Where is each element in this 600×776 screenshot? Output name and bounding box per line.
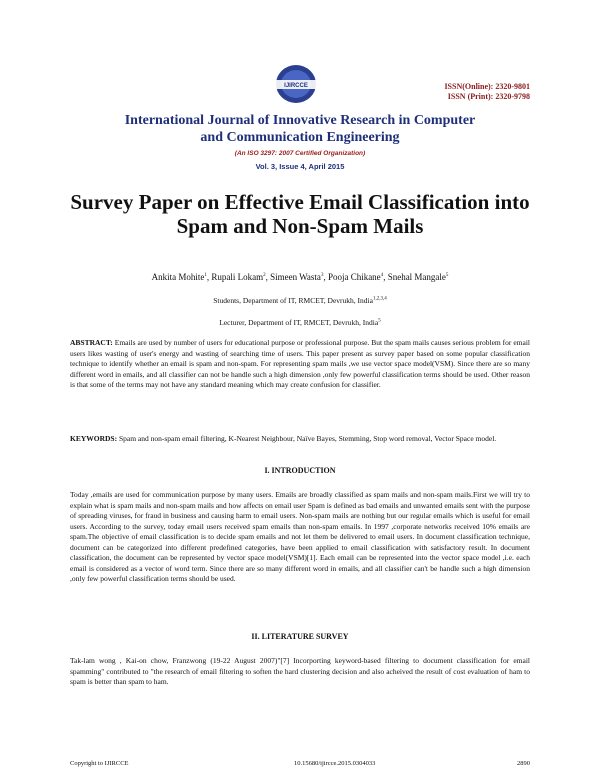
keywords-text: Spam and non-spam email filtering, K-Nearest Neighbour, Naïve Bayes, Stemming, Stop word removal, Vector Space model. — [118, 434, 497, 443]
section-heading-literature-survey: II. LITERATURE SURVEY — [251, 632, 349, 641]
abstract-text: Emails are used by number of users for educational purpose or professional purpose. But the spam mails causes serious problem for email users likes wasting of user's energy and wasting of searching time of users. This paper present as survey paper based on some popular classification technique to identify whether an email is spam and non-spam. For representing spam mails ,we use vector space model(VSM). Since there are so many different word in emails, and all classifier can not be handle such a high dimension ,only few powerful classification terms should be used. Other reason is that some of the terms may not have any standard meaning which may create confusion for classifier. — [70, 338, 531, 389]
footer-copyright: Copyright to IJIRCCE — [70, 760, 129, 767]
affiliation-sup: 1,2,3,4 — [372, 296, 387, 302]
certification-note: (An ISO 3297: 2007 Certified Organization) — [234, 150, 366, 157]
issn-print: ISSN (Print): 2320-9798 — [447, 92, 530, 101]
author-sup: 1 — [204, 273, 207, 278]
affiliation-text: Lecturer, Department of IT, RMCET, Devrukh, India — [219, 318, 379, 327]
abstract — [70, 338, 530, 391]
author-name: Rupali Lokam — [211, 272, 264, 282]
author-name: Ankita Mohite — [151, 272, 205, 282]
footer-page-number: 2890 — [517, 760, 530, 767]
paper-title: Survey Paper on Effective Email Classification into Spam and Non-Spam Mails — [70, 190, 530, 238]
abstract-label: ABSTRACT: — [70, 338, 113, 347]
affiliation-text: Students, Department of IT, RMCET, Devrukh, India — [213, 296, 373, 305]
author-name: Pooja Chikane — [327, 272, 381, 282]
introduction-body: Today ,emails are used for communication purpose by many users. Emails are broadly classified as spam mails and non-spam mails.First we will try to explain what is spam mails and non-spam mails and how affects on email user Spam is defined as bad emails and unwanted emails sent with the purpose of spreading viruses, for fraud in business and causing harm to email users. Non-spam mails are nothing but our regular emails which is useful for email users. According to the survey, today email users received spam emails than non-spam emails. In 1997 ,corporate networks received 10% emails are spam.The objective of email classification is to decide spam emails and not let them be delivered to email users. In document classification technique, document can be categorized into different predefined categories, have been applied to email classification with satisfactory result. In document classification, the document can be represented by vector space model(VSM)[1]. Each email can be represented into the vector space model ,i.e. each email is considered as a vector of word term. Since there are so many different word in emails, and all classifier can't be handle such a high dimension ,only few powerful classification terms should be used. — [70, 490, 530, 583]
journal-title-line2: and Communication Engineering — [200, 130, 400, 145]
logo-text: IJIRCCE — [284, 83, 308, 89]
section-heading-introduction: I. INTRODUCTION — [264, 466, 336, 475]
affiliation-sup: 5 — [378, 318, 381, 324]
author-sup: 4 — [380, 273, 384, 278]
keywords-label: KEYWORDS: — [70, 434, 118, 443]
issn-block — [444, 82, 530, 102]
author-sup: 2 — [263, 273, 266, 278]
literature-survey-body: Tak-lam wong , Kai-on chow, Franzwong (19-22 August 2007)"[7] Incorporting keyword-based filtering to document classification for email spamming" contributed to "the research of email filtering to soften the hard clustering decision and also acheived the result of cost evaluation of ham to spam is better than spam to ham. — [70, 656, 530, 686]
affiliation-lecturer — [0, 318, 600, 327]
journal-title-line1: International Journal of Innovative Research in Computer — [124, 113, 476, 128]
volume-issue: Vol. 3, Issue 4, April 2015 — [255, 162, 345, 171]
author-sup: 5 — [445, 273, 449, 278]
journal-logo — [272, 62, 320, 108]
keywords — [70, 434, 530, 445]
journal-title — [0, 112, 600, 146]
affiliation-students — [0, 296, 600, 305]
issn-online: ISSN(Online): 2320-9801 — [444, 82, 530, 91]
footer-doi: 10.15680/ijircce.2015.0304033 — [294, 760, 376, 767]
author-name: Snehal Mangale — [387, 272, 446, 282]
author-sup: 3 — [320, 273, 324, 278]
author-list: Ankita Mohite$^1$, Rupali Lokam$^2$, Simeen Wasta$^3$, Pooja Chikane$^4$, Snehal Mangale$^5$ — [151, 272, 449, 282]
author-name: Simeen Wasta — [270, 272, 321, 282]
